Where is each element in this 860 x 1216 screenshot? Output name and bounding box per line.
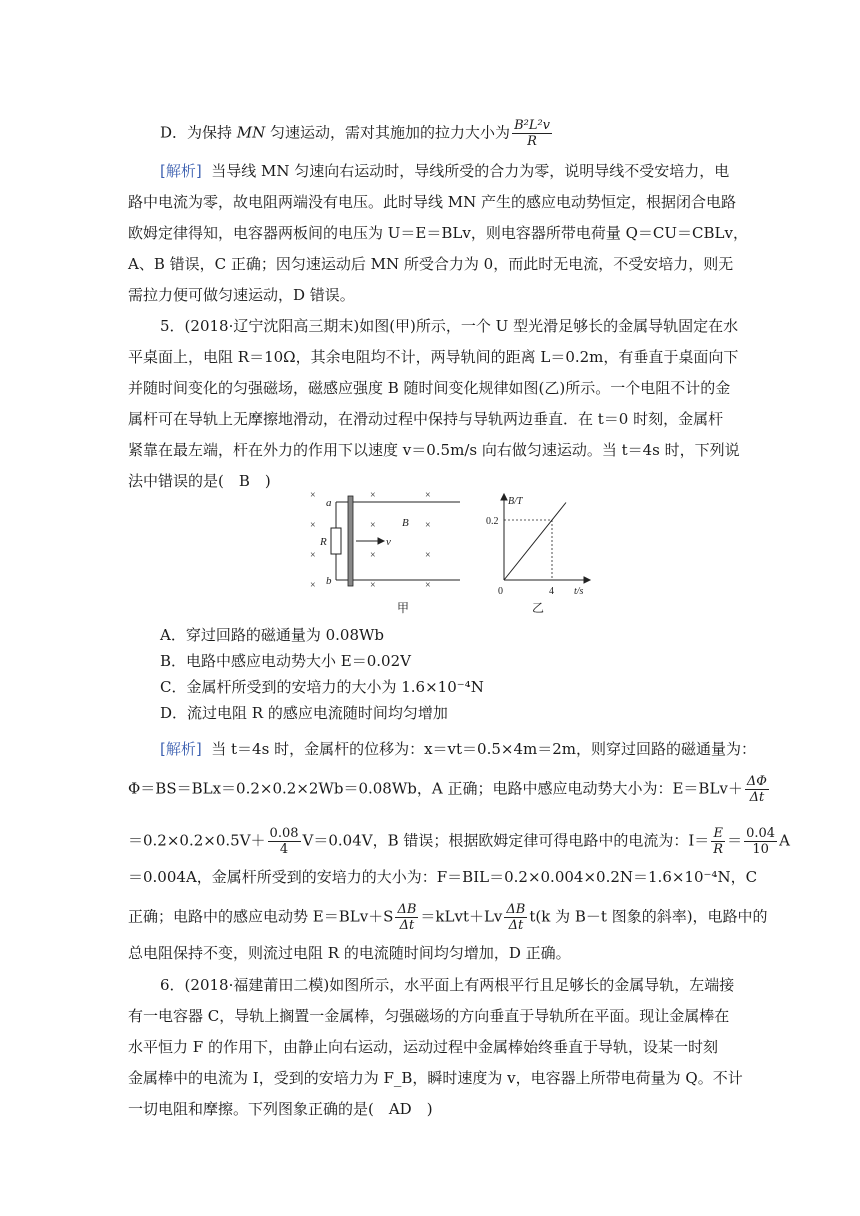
y-axis-label: B/T [508, 496, 523, 507]
analysis-1-line-3: 欧姆定律得知，电容器两板间的电压为 U＝E＝BLv，则电容器所带电荷量 Q＝CU＝CBLv， [128, 224, 748, 242]
analysis-2-line-1 [160, 738, 756, 760]
frac-numerator: B²L²v [514, 118, 551, 133]
analysis-text: t(k 为 B－t 图象的斜率)，电路中的 [529, 907, 768, 926]
fraction [744, 826, 777, 857]
frac-numerator: ΔΦ [746, 774, 767, 789]
label-b-field: B [402, 517, 409, 529]
frac-denominator: R [713, 842, 724, 857]
cross-mark: × [310, 580, 316, 591]
resistor [331, 528, 341, 554]
fraction [395, 902, 418, 933]
series-line [504, 503, 566, 581]
fraction [711, 826, 725, 857]
prev-option-d-text-a: D．为保持 [160, 123, 237, 142]
frac-numerator: E [711, 826, 725, 842]
x-tick-label: 4 [549, 586, 554, 597]
analysis-tag: [解析] [160, 740, 202, 758]
analysis-text: V＝0.04V，B 错误；根据欧姆定律可得电路中的电流为：I＝ [302, 831, 710, 850]
prev-option-d-text-b: 匀速运动，需对其施加的拉力大小为 [265, 123, 511, 142]
question-6-line-4: 金属棒中的电流为 I，受到的安培力为 F_B，瞬时速度为 v，电容器上所带电荷量为 Q。不计 [128, 1069, 743, 1087]
frac-denominator: 4 [279, 842, 289, 857]
analysis-text: 当 t＝4s 时，金属杆的位移为：x＝vt＝0.5×4m＝2m，则穿过回路的磁通量为： [211, 740, 756, 758]
metal-rod [348, 496, 353, 586]
question-5-line-3: 并随时间变化的匀强磁场，磁感应强度 B 随时间变化规律如图(乙)所示。一个电阻不计的金 [128, 379, 731, 397]
question-6-line-1: 6．(2018·福建莆田二模)如图所示，水平面上有两根平行且足够长的金属导轨，左端接 [160, 976, 735, 994]
cross-mark: × [370, 580, 376, 591]
origin-label: 0 [498, 586, 503, 597]
question-5-line-2: 平桌面上，电阻 R＝10Ω，其余电阻均不计，两导轨间的距离 L＝0.2m，有垂直于桌面向下 [128, 348, 739, 366]
analysis-2-line-5 [128, 902, 768, 933]
analysis-1-line-4: A、B 错误，C 正确；因匀速运动后 MN 所受合力为 0，而此时无电流，不受安培力，则无 [128, 255, 734, 273]
label-r: R [320, 536, 327, 548]
analysis-2-line-3 [128, 826, 790, 857]
analysis-1-line-5: 需拉力便可做匀速运动，D 错误。 [128, 286, 355, 304]
fraction [268, 826, 301, 857]
prev-option-d-mn: MN [236, 123, 266, 142]
cross-mark: × [425, 520, 431, 531]
frac-numerator: ΔB [397, 902, 417, 917]
cross-mark: × [425, 550, 431, 561]
frac-denominator: 10 [752, 842, 769, 857]
cross-mark: × [370, 490, 376, 501]
question-6-line-5: 一切电阻和摩擦。下列图象正确的是( AD ) [128, 1100, 433, 1118]
fraction [745, 774, 769, 805]
cross-mark: × [310, 490, 316, 501]
fraction [504, 902, 527, 933]
caption-yi: 乙 [532, 601, 545, 615]
cross-mark: × [370, 550, 376, 561]
label-v: v [386, 536, 391, 548]
frac-denominator: R [527, 134, 537, 149]
analysis-1-line-1 [160, 160, 738, 182]
analysis-text: Φ＝BS＝BLx＝0.2×0.2×2Wb＝0.08Wb，A 正确；电路中感应电动势大小为：E＝BLv＋ [128, 779, 743, 798]
cross-mark: × [370, 520, 376, 531]
y-tick-label: 0.2 [486, 516, 499, 527]
analysis-2-line-4: ＝0.004A，金属杆所受到的安培力的大小为：F＝BIL＝0.2×0.004×0.2N＝1.6×10⁻⁴N，C [128, 868, 758, 886]
figure-jia [300, 488, 470, 618]
analysis-1-line-2: 路中电流为零，故电阻两端没有电压。此时导线 MN 产生的感应电动势恒定，根据闭合电路 [128, 193, 737, 211]
prev-option-d [160, 118, 738, 149]
analysis-tag: [解析] [160, 162, 202, 180]
question-6-line-2: 有一电容器 C，导轨上搁置一金属棒，匀强磁场的方向垂直于导轨所在平面。现让金属棒在 [128, 1007, 730, 1025]
analysis-text: ＝0.2×0.2×0.5V＋ [128, 831, 266, 850]
question-5-line-5: 紧靠在最左端，杆在外力的作用下以速度 v＝0.5m/s 向右做匀速运动。当 t＝4s 时，下列说 [128, 441, 740, 459]
prev-option-d-fraction [512, 118, 552, 149]
option-c: C．金属杆所受到的安培力的大小为 1.6×10⁻⁴N [160, 678, 484, 696]
cross-mark: × [310, 550, 316, 561]
question-5-line-4: 属杆可在导轨上无摩擦地滑动，在滑动过程中保持与导轨两边垂直．在 t＝0 时刻，金属杆 [128, 410, 724, 428]
caption-jia: 甲 [397, 601, 410, 615]
figure-yi-chart [480, 488, 600, 618]
analysis-text: ＝kLvt＋Lv [420, 907, 503, 926]
analysis-text: 正确；电路中的感应电动势 E＝BLv＋S [128, 907, 394, 926]
cross-mark: × [425, 580, 431, 591]
frac-numerator: ΔB [506, 902, 526, 917]
analysis-text: A [779, 831, 790, 850]
frac-denominator: Δt [749, 790, 765, 805]
label-a: a [326, 497, 332, 509]
analysis-text: 当导线 MN 匀速向右运动时，导线所受的合力为零，说明导线不受安培力，电 [211, 162, 730, 180]
analysis-2-line-6: 总电阻保持不变，则流过电阻 R 的电流随时间均匀增加，D 正确。 [128, 944, 571, 962]
question-6-line-3: 水平恒力 F 的作用下，由静止向右运动，运动过程中金属棒始终垂直于导轨，设某一时刻 [128, 1038, 718, 1056]
analysis-text: ＝ [727, 831, 743, 850]
frac-numerator: 0.08 [269, 826, 299, 841]
option-b: B．电路中感应电动势大小 E＝0.02V [160, 652, 411, 670]
option-a: A．穿过回路的磁通量为 0.08Wb [160, 626, 385, 644]
cross-mark: × [425, 490, 431, 501]
frac-denominator: Δt [399, 918, 415, 933]
cross-mark: × [310, 520, 316, 531]
frac-denominator: Δt [508, 918, 524, 933]
label-b: b [326, 575, 332, 587]
frac-numerator: 0.04 [746, 826, 776, 841]
x-axis-label: t/s [574, 586, 584, 597]
option-d: D．流过电阻 R 的感应电流随时间均匀增加 [160, 704, 448, 722]
question-5-line-6: 法中错误的是( B ) [128, 472, 271, 490]
question-5-line-1: 5．(2018·辽宁沈阳高三期末)如图(甲)所示，一个 U 型光滑足够长的金属导轨固定在水 [160, 317, 739, 335]
